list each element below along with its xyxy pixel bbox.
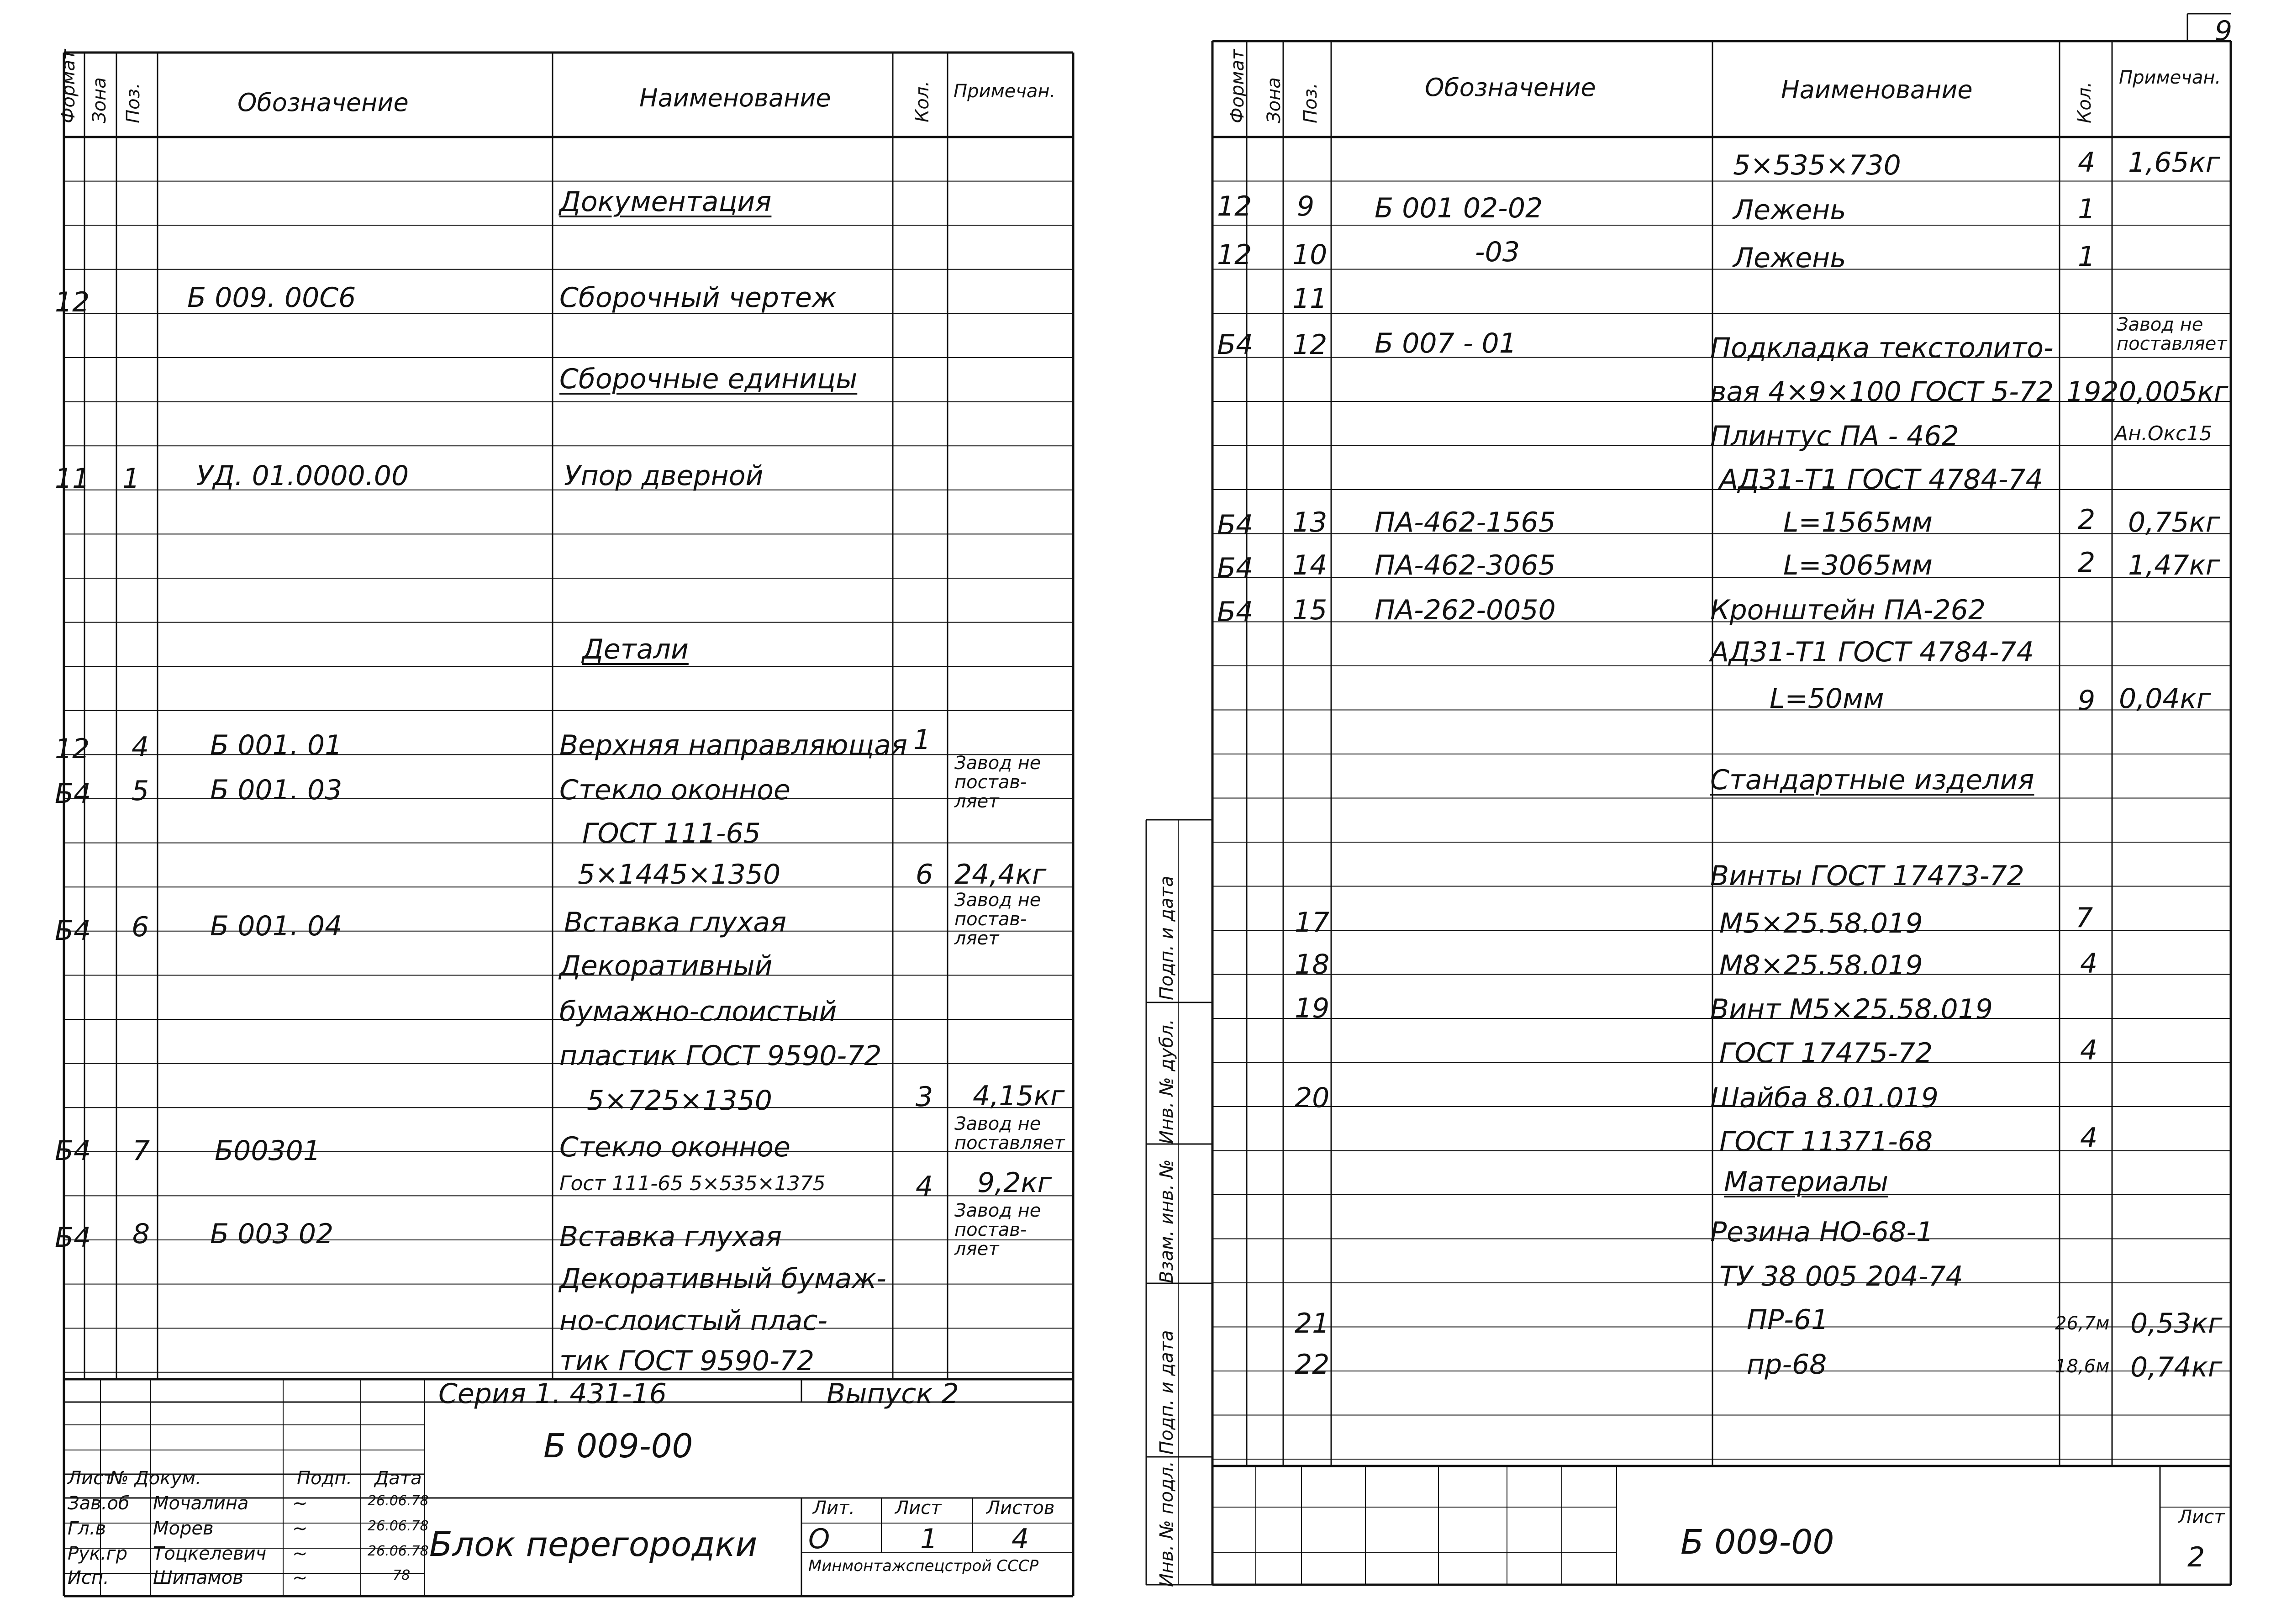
left-header-designation: Обозначение <box>237 88 409 117</box>
left-row-note: Завод не постав-ляет <box>954 890 1041 949</box>
right-row-name: L=1565мм <box>1783 506 1933 538</box>
left-row-name: Верхняя направляющая <box>559 729 907 761</box>
left-row-format: 12 <box>55 733 90 765</box>
right-header-qty: Кол. <box>2074 81 2095 123</box>
right-row-qty: 4 <box>2080 948 2098 980</box>
left-row-note: Завод не постав-ляет <box>954 1200 1041 1260</box>
right-row-note: 0,04кг <box>2119 683 2211 715</box>
right-row-designation: ПА-462-3065 <box>1375 549 1556 581</box>
right-row-format: Б4 <box>1217 552 1254 584</box>
staff-signature-icon: ~ <box>292 1543 308 1564</box>
right-row-pos: 19 <box>1295 992 1330 1024</box>
left-row-designation: Б 003 02 <box>210 1218 334 1250</box>
right-row-note: 0,53кг <box>2130 1308 2223 1339</box>
left-row-name: Декоративный <box>559 950 773 982</box>
left-row-pos: 4 <box>132 731 149 763</box>
left-row-name: пластик ГОСТ 9590-72 <box>559 1040 882 1072</box>
right-row-name: Шайба 8.01.019 <box>1710 1082 1939 1114</box>
staff-name: Морев <box>153 1518 214 1539</box>
right-row-name: АД31-Т1 ГОСТ 4784-74 <box>1719 464 2043 496</box>
right-row-name: Подкладка текстолито- <box>1710 332 2054 364</box>
side-label-sign-date: Подп. и дата <box>1156 875 1177 1000</box>
side-label-replace-inv: Взам. инв. № <box>1156 1159 1177 1283</box>
right-row-name: ГОСТ 11371-68 <box>1719 1126 1933 1158</box>
title-block-lit-label: Лит. <box>813 1497 855 1519</box>
right-row-name: АД31-Т1 ГОСТ 4784-74 <box>1710 636 2034 668</box>
left-row-note: Завод не поставляет <box>954 1113 1065 1154</box>
staff-role: Гл.в <box>68 1518 106 1539</box>
title-block-issue: Выпуск 2 <box>827 1378 959 1410</box>
right-row-qty: 26,7м <box>2055 1313 2110 1334</box>
right-row-name: ПР-61 <box>1747 1304 1829 1336</box>
left-row-note: 4,15кг <box>973 1080 1065 1112</box>
right-row-pos: 9 <box>1297 190 1315 222</box>
right-header-format: Формат <box>1227 49 1248 123</box>
title-block-sheets-value: 4 <box>1012 1523 1029 1555</box>
title-block-col-sign: Подп. <box>297 1468 353 1489</box>
right-row-pos: 14 <box>1292 549 1328 581</box>
title-block-col-doc: № Докум. <box>110 1468 201 1489</box>
left-row-name: Гост 111-65 5×535×1375 <box>559 1172 826 1195</box>
right-row-name: пр-68 <box>1747 1349 1827 1381</box>
right-row-name: М5×25.58.019 <box>1719 907 1923 939</box>
left-row-note: Завод не постав-ляет <box>954 753 1041 812</box>
left-section-details: Детали <box>582 633 689 665</box>
right-row-note: 1,47кг <box>2128 549 2220 581</box>
right-row-note: Завод не поставляет <box>2117 314 2227 354</box>
left-row-designation: Б 001. 04 <box>210 910 342 942</box>
right-footer-doc-code: Б 009-00 <box>1681 1523 1834 1562</box>
right-row-designation: -03 <box>1475 236 1520 268</box>
right-row-note: 0,005кг <box>2119 376 2229 408</box>
left-row-qty: 6 <box>916 859 933 891</box>
left-row-pos: 6 <box>132 911 149 943</box>
right-row-format: 12 <box>1217 239 1252 271</box>
right-row-qty: 9 <box>2078 685 2096 717</box>
staff-date: 78 <box>393 1567 411 1583</box>
right-row-name: М8×25.58.019 <box>1719 949 1923 981</box>
right-row-name: 5×535×730 <box>1733 149 1901 181</box>
right-row-pos: 10 <box>1292 239 1328 271</box>
left-header-pos: Поз. <box>123 83 144 123</box>
right-row-pos: 15 <box>1292 594 1328 626</box>
left-row-format: 12 <box>55 286 90 318</box>
right-row-format: Б4 <box>1217 596 1254 628</box>
right-row-pos: 18 <box>1295 949 1330 981</box>
right-row-pos: 22 <box>1295 1349 1330 1381</box>
staff-role: Рук.гр <box>68 1543 128 1564</box>
right-row-qty: 2 <box>2078 504 2096 536</box>
left-row-name: 5×725×1350 <box>587 1085 772 1117</box>
left-row-pos: 1 <box>122 463 140 495</box>
left-row-format: Б4 <box>55 1222 91 1254</box>
left-row-name: 5×1445×1350 <box>578 859 781 891</box>
side-label-dup-inv: Инв. № дубл. <box>1156 1019 1177 1144</box>
right-header-pos: Поз. <box>1300 83 1321 123</box>
title-block-sheet-value: 1 <box>920 1523 938 1555</box>
right-row-qty: 7 <box>2076 902 2093 934</box>
left-row-pos: 5 <box>132 775 149 807</box>
left-row-designation: Б 001. 03 <box>210 774 342 806</box>
left-row-pos: 7 <box>132 1135 150 1167</box>
right-page-number: 9 <box>2215 15 2233 47</box>
left-row-name: бумажно-слоистый <box>559 996 837 1028</box>
title-block-title: Блок перегородки <box>429 1525 758 1564</box>
title-block-lit-value: О <box>808 1523 830 1555</box>
left-row-format: Б4 <box>55 778 91 810</box>
staff-date: 26.06.78 <box>368 1543 429 1559</box>
right-row-name: Винты ГОСТ 17473-72 <box>1710 860 2024 892</box>
staff-role: Исп. <box>68 1567 109 1588</box>
left-row-name: но-слоистый плас- <box>559 1305 827 1337</box>
right-row-name: L=3065мм <box>1783 549 1933 581</box>
title-block-col-sheet: Лист <box>68 1468 114 1489</box>
right-row-pos: 17 <box>1295 907 1330 939</box>
left-section-documentation: Документация <box>559 186 772 218</box>
left-row-name: Стекло оконное <box>559 774 790 806</box>
right-header-name: Наименование <box>1781 75 1973 104</box>
right-row-pos: 21 <box>1295 1308 1330 1339</box>
left-row-note: 24,4кг <box>954 859 1047 891</box>
right-row-name: Лежень <box>1733 194 1846 226</box>
staff-name: Мочалина <box>153 1493 249 1514</box>
right-section-standard-items: Стандартные изделия <box>1710 764 2034 796</box>
left-row-name: Упор дверной <box>564 460 764 492</box>
right-row-note: Ан.Окс15 <box>2114 422 2213 445</box>
left-row-qty: 3 <box>916 1081 933 1113</box>
right-row-format: Б4 <box>1217 329 1254 361</box>
right-row-note: 0,74кг <box>2130 1351 2223 1383</box>
side-label-sign-date-2: Подп. и дата <box>1156 1330 1177 1455</box>
title-block-sheet-label: Лист <box>895 1497 942 1519</box>
left-row-qty: 4 <box>916 1171 933 1202</box>
left-row-name: ГОСТ 111-65 <box>582 817 761 849</box>
right-row-note: 0,75кг <box>2128 506 2220 538</box>
left-header-format: Формат <box>58 49 79 123</box>
title-block-org: Минмонтажспецстрой СССР <box>808 1557 1039 1575</box>
left-row-qty: 1 <box>913 724 931 756</box>
left-row-name: Стекло оконное <box>559 1131 790 1163</box>
left-header-qty: Кол. <box>912 80 933 122</box>
right-row-note: 1,65кг <box>2128 147 2220 179</box>
side-label-orig-inv: Инв. № подл. <box>1156 1461 1177 1587</box>
right-row-designation: ПА-262-0050 <box>1375 594 1556 626</box>
left-header-name: Наименование <box>639 84 831 112</box>
staff-role: Зав.об <box>68 1493 130 1514</box>
left-row-name: Вставка глухая <box>564 907 787 939</box>
right-row-pos: 20 <box>1295 1082 1330 1114</box>
right-row-designation: Б 007 - 01 <box>1375 327 1517 359</box>
right-footer-sheet-value: 2 <box>2187 1541 2205 1573</box>
right-row-qty: 18,6м <box>2055 1356 2110 1377</box>
staff-name: Тоцкелевич <box>153 1543 267 1564</box>
staff-date: 26.06.78 <box>368 1518 429 1534</box>
right-row-name: Кронштейн ПА-262 <box>1710 594 1986 626</box>
right-row-designation: Б 001 02-02 <box>1375 192 1543 224</box>
staff-signature-icon: ~ <box>292 1493 308 1514</box>
right-row-format: Б4 <box>1217 509 1254 541</box>
right-row-qty: 1 <box>2078 241 2096 273</box>
left-row-format: Б4 <box>55 915 91 947</box>
left-row-pos: 8 <box>132 1218 150 1250</box>
title-block-series: Серия 1. 431-16 <box>438 1378 667 1410</box>
right-header-designation: Обозначение <box>1425 73 1596 102</box>
right-row-name: L=50мм <box>1770 683 1884 715</box>
right-row-name: ГОСТ 17475-72 <box>1719 1037 1933 1069</box>
staff-name: Шипамов <box>153 1567 243 1588</box>
left-section-assembly-units: Сборочные единицы <box>559 363 858 395</box>
title-block-sheets-label: Листов <box>986 1497 1055 1519</box>
left-header-zone: Зона <box>89 77 110 123</box>
right-row-qty: 1 <box>2078 193 2096 225</box>
left-row-name: Декоративный бумаж- <box>559 1263 886 1295</box>
right-row-pos: 12 <box>1292 329 1328 361</box>
title-block-col-date: Дата <box>374 1468 422 1489</box>
staff-date: 26.06.78 <box>368 1493 429 1509</box>
right-row-name: Лежень <box>1733 242 1846 274</box>
right-row-name: Резина НО-68-1 <box>1710 1216 1934 1248</box>
right-row-name: ТУ 38 005 204-74 <box>1719 1260 1963 1292</box>
left-row-name: Вставка глухая <box>559 1221 782 1253</box>
left-row-name: Сборочный чертеж <box>559 282 837 314</box>
right-row-qty: 4 <box>2080 1122 2098 1154</box>
left-header-note: Примечан. <box>954 81 1056 102</box>
title-block-doc-code: Б 009-00 <box>543 1427 693 1465</box>
right-row-name: Плинтус ПА - 462 <box>1710 420 1959 452</box>
right-row-qty: 192 <box>2066 376 2119 408</box>
right-row-name: вая 4×9×100 ГОСТ 5-72 <box>1710 376 2054 408</box>
right-row-qty: 2 <box>2078 547 2096 579</box>
left-row-designation: Б00301 <box>215 1135 321 1167</box>
left-row-name: тик ГОСТ 9590-72 <box>559 1345 815 1377</box>
right-header-zone: Зона <box>1264 77 1285 123</box>
left-row-note: 9,2кг <box>977 1167 1052 1199</box>
left-row-format: Б4 <box>55 1135 91 1167</box>
right-header-note: Примечан. <box>2119 67 2221 88</box>
staff-signature-icon: ~ <box>292 1567 308 1588</box>
right-row-designation: ПА-462-1565 <box>1375 506 1556 538</box>
right-section-materials: Материалы <box>1724 1166 1888 1198</box>
staff-signature-icon: ~ <box>292 1518 308 1539</box>
right-row-qty: 4 <box>2078 147 2096 179</box>
left-row-designation: Б 001. 01 <box>210 729 342 761</box>
left-row-designation: Б 009. 00С6 <box>187 282 356 314</box>
right-row-pos: 11 <box>1292 283 1328 315</box>
right-footer-sheet-label: Лист <box>2178 1507 2225 1528</box>
right-row-pos: 13 <box>1292 506 1328 538</box>
right-row-format: 12 <box>1217 190 1252 222</box>
right-row-name: Винт М5×25.58.019 <box>1710 993 1993 1025</box>
right-row-qty: 4 <box>2080 1034 2098 1066</box>
left-row-designation: УД. 01.0000.00 <box>196 460 409 492</box>
left-row-format: 11 <box>55 463 90 495</box>
